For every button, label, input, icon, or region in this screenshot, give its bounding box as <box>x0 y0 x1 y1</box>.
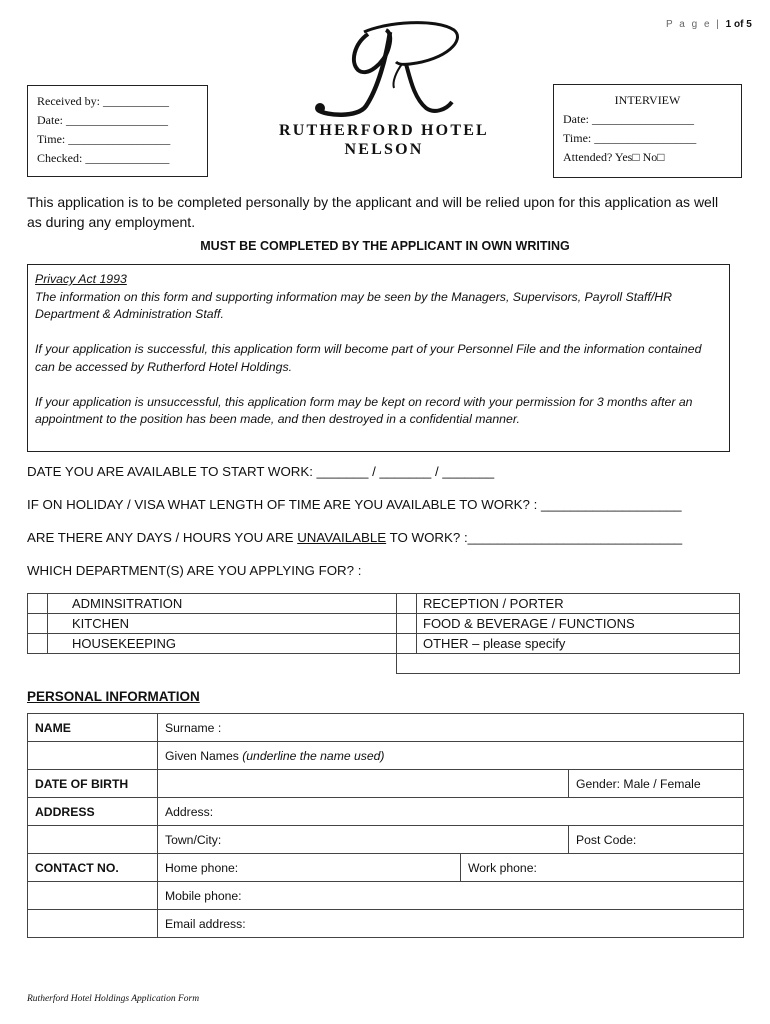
town-field[interactable]: Town/City: <box>158 826 569 854</box>
name-row <box>28 714 744 742</box>
department-label-reception: RECEPTION / PORTER <box>417 594 740 614</box>
email-field[interactable]: Email address: <box>158 910 744 938</box>
address-row <box>28 798 744 826</box>
department-row <box>28 634 740 654</box>
name-label: NAME <box>28 714 158 742</box>
unavailable-suffix: TO WORK? :_____________________________ <box>386 530 683 545</box>
post-code-field[interactable]: Post Code: <box>569 826 744 854</box>
town-row <box>28 826 744 854</box>
home-phone-field[interactable]: Home phone: <box>158 854 461 882</box>
given-names-note: (underline the name used) <box>242 748 385 763</box>
privacy-paragraph-2: If your application is successful, this application form will become part of your Personnel File and the information contained can be accessed by Rutherford Hotel Holdings. <box>35 342 702 374</box>
department-checkbox-food-beverage[interactable] <box>397 614 417 634</box>
department-checkbox-kitchen[interactable] <box>28 614 48 634</box>
mobile-row <box>28 882 744 910</box>
address-label: ADDRESS <box>28 798 158 826</box>
page-count: 1 of 5 <box>725 19 752 30</box>
interview-title: INTERVIEW <box>614 93 681 107</box>
privacy-title: Privacy Act 1993 <box>35 272 127 286</box>
interview-box <box>553 84 742 178</box>
other-specify-field[interactable] <box>397 654 740 674</box>
interview-time-field[interactable]: Time: _________________ <box>563 131 697 145</box>
given-names-row <box>28 742 744 770</box>
footer-text: Rutherford Hotel Holdings Application Form <box>27 994 200 1004</box>
interview-date-field[interactable]: Date: _________________ <box>563 112 694 126</box>
department-checkbox-reception[interactable] <box>397 594 417 614</box>
department-label-other: OTHER – please specify <box>417 634 740 654</box>
privacy-paragraph-3: If your application is unsuccessful, this application form may be kept on record with your permission for 3 months after an appointment to the position has been made, and then destroyed in a confidential manner. <box>35 394 693 426</box>
department-row <box>28 594 740 614</box>
departments-table <box>27 593 740 674</box>
personal-info-heading: PERSONAL INFORMATION <box>27 689 200 704</box>
received-by-field[interactable]: Received by: ___________ <box>37 94 169 108</box>
department-label-kitchen: KITCHEN <box>48 614 397 634</box>
department-row <box>28 614 740 634</box>
received-box <box>27 85 208 177</box>
hotel-logo-monogram <box>306 18 466 122</box>
department-checkbox-housekeeping[interactable] <box>28 634 48 654</box>
department-label-admin: ADMINSITRATION <box>48 594 397 614</box>
surname-field[interactable]: Surname : <box>158 714 744 742</box>
email-row <box>28 910 744 938</box>
attended-field[interactable]: Attended? Yes□ No□ <box>563 150 665 164</box>
unavailable-question[interactable] <box>27 530 682 545</box>
department-label-food-beverage: FOOD & BEVERAGE / FUNCTIONS <box>417 614 740 634</box>
hotel-name-line1: RUTHERFORD HOTEL <box>279 122 489 139</box>
personal-info-table <box>27 713 744 938</box>
address-field[interactable]: Address: <box>158 798 744 826</box>
hotel-name <box>234 121 534 159</box>
privacy-paragraph-1: The information on this form and supporting information may be seen by the Managers, Supervisors, Payroll Staff/HR Department & Administration Staff. <box>35 289 673 321</box>
privacy-notice <box>27 264 730 452</box>
page-number <box>666 19 752 30</box>
received-time-field[interactable]: Time: _________________ <box>37 132 171 146</box>
intro-text: This application is to be completed personally by the applicant and will be relied upon for this application as well as during any employment. <box>27 194 719 230</box>
given-names-field[interactable] <box>158 742 744 770</box>
contact-label: CONTACT NO. <box>28 854 158 882</box>
dob-label: DATE OF BIRTH <box>28 770 158 798</box>
department-row <box>28 654 740 674</box>
unavailable-prefix: ARE THERE ANY DAYS / HOURS YOU ARE <box>27 530 298 545</box>
page-prefix: P a g e | <box>666 19 721 30</box>
hotel-name-line2: NELSON <box>344 141 424 158</box>
department-checkbox-admin[interactable] <box>28 594 48 614</box>
departments-question: WHICH DEPARTMENT(S) ARE YOU APPLYING FOR? : <box>27 563 362 578</box>
checked-field[interactable]: Checked: ______________ <box>37 151 170 165</box>
work-phone-field[interactable]: Work phone: <box>461 854 744 882</box>
received-date-field[interactable]: Date: _________________ <box>37 113 168 127</box>
department-label-housekeeping: HOUSEKEEPING <box>48 634 397 654</box>
holiday-visa-question[interactable]: IF ON HOLIDAY / VISA WHAT LENGTH OF TIME ARE YOU AVAILABLE TO WORK? : ___________________ <box>27 497 682 512</box>
contact-row <box>28 854 744 882</box>
given-names-label: Given Names <box>165 748 243 763</box>
department-checkbox-other[interactable] <box>397 634 417 654</box>
dob-field[interactable] <box>158 770 569 798</box>
must-complete-heading: MUST BE COMPLETED BY THE APPLICANT IN OWN WRITING <box>200 239 570 253</box>
mobile-phone-field[interactable]: Mobile phone: <box>158 882 744 910</box>
dob-row <box>28 770 744 798</box>
gender-field[interactable]: Gender: Male / Female <box>569 770 744 798</box>
start-date-question[interactable]: DATE YOU ARE AVAILABLE TO START WORK: _______ / _______ / _______ <box>27 464 495 479</box>
unavailable-word: UNAVAILABLE <box>297 530 387 545</box>
